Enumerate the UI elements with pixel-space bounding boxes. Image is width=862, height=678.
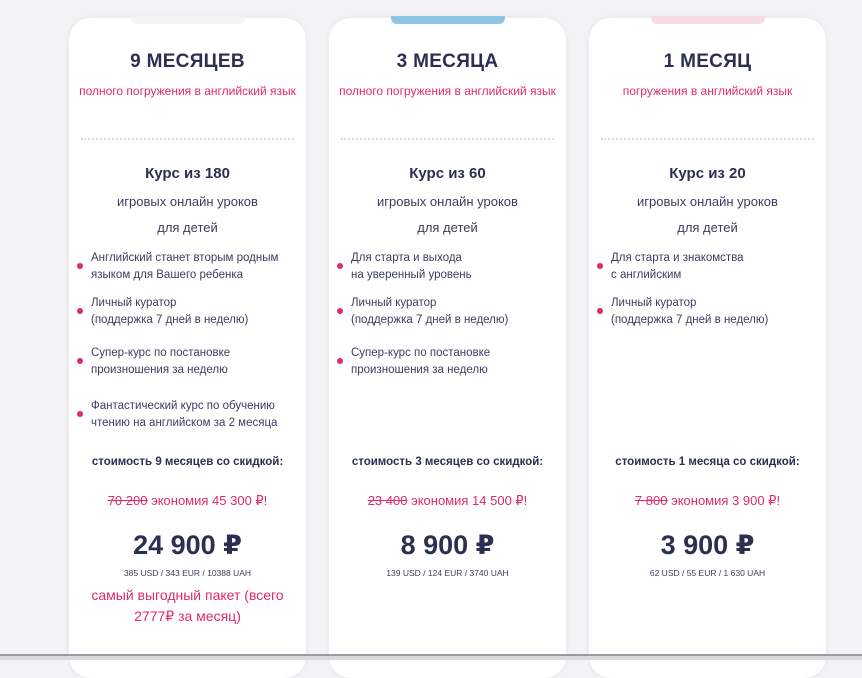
course-audience: для детей: [417, 220, 478, 235]
bullet-dot-icon: [337, 358, 343, 364]
feature-line: Для старта и выхода: [351, 252, 462, 264]
card-top-tab: [131, 16, 245, 24]
savings-text: экономия 14 500 ₽!: [407, 493, 528, 508]
course-description: игровых онлайн уроков: [117, 194, 258, 209]
feature-item: [77, 250, 300, 283]
plan-card-1-month: [589, 18, 826, 678]
old-price: 7 800: [634, 493, 668, 508]
course-audience: для детей: [677, 220, 738, 235]
feature-line: (поддержка 7 дней в неделю): [351, 313, 509, 326]
feature-line: Супер-курс по постановке: [91, 347, 231, 359]
price-label: стоимость 3 месяцев со скидкой:: [351, 456, 544, 468]
feature-item: [337, 295, 560, 328]
course-count: Курс из 180: [145, 165, 230, 182]
current-price: 24 900 ₽: [133, 530, 242, 560]
plan-subtitle: полного погружения в английский язык: [79, 84, 296, 98]
bullet-dot-icon: [77, 358, 83, 364]
best-deal-note: самый выгодный пакет (всего 2777₽ за месяц): [91, 587, 284, 624]
discount-line: [329, 493, 566, 509]
feature-line: Английский станет вторым родным: [91, 252, 279, 264]
savings-text: экономия 45 300 ₽!: [147, 493, 268, 508]
plan-title: 1 МЕСЯЦ: [663, 51, 752, 72]
feature-item: [597, 295, 820, 328]
feature-line: Для старта и знакомства: [611, 252, 744, 264]
dotted-divider: [81, 138, 294, 140]
dotted-divider: [601, 138, 814, 140]
course-audience: для детей: [157, 220, 218, 235]
dotted-divider: [341, 138, 554, 140]
course-count: Курс из 20: [669, 165, 746, 182]
plan-card-3-months: [329, 18, 566, 678]
old-price: 70 200: [107, 493, 148, 508]
bullet-dot-icon: [337, 263, 343, 269]
plan-subtitle: погружения в английский язык: [622, 84, 793, 98]
currency-conversions: 139 USD / 124 EUR / 3740 UAH: [386, 568, 509, 578]
feature-line: Личный куратор: [611, 297, 697, 309]
feature-line: (поддержка 7 дней в неделю): [611, 313, 769, 326]
course-description: игровых онлайн уроков: [637, 194, 778, 209]
card-top-tab: [651, 16, 765, 24]
feature-line: языком для Вашего ребенка: [91, 268, 244, 281]
current-price: 3 900 ₽: [660, 530, 755, 560]
feature-item: [77, 295, 300, 328]
bullet-dot-icon: [337, 308, 343, 314]
feature-line: Фантастический курс по обучению: [91, 400, 275, 412]
bullet-dot-icon: [597, 263, 603, 269]
feature-item: [337, 250, 560, 283]
feature-line: с английским: [611, 268, 682, 281]
bullet-dot-icon: [77, 263, 83, 269]
bullet-dot-icon: [597, 308, 603, 314]
feature-line: чтению на английском за 2 месяца: [91, 416, 278, 429]
course-description: игровых онлайн уроков: [377, 194, 518, 209]
feature-item: [337, 345, 560, 378]
plan-card-9-months: [69, 18, 306, 678]
currency-conversions: 62 USD / 55 EUR / 1 630 UAH: [649, 568, 766, 578]
bullet-dot-icon: [77, 308, 83, 314]
course-count: Курс из 60: [409, 165, 486, 182]
feature-line: (поддержка 7 дней в неделю): [91, 313, 249, 326]
feature-list: [337, 250, 560, 378]
feature-item: [77, 345, 300, 378]
card-top-tab: [391, 16, 505, 24]
old-price: 23 400: [367, 493, 408, 508]
price-label: стоимость 1 месяца со скидкой:: [615, 456, 800, 468]
feature-line: Личный куратор: [91, 297, 177, 309]
feature-line: Супер-курс по постановке: [351, 347, 491, 359]
discount-line: [69, 493, 306, 509]
feature-list: [77, 250, 300, 431]
price-label: стоимость 9 месяцев со скидкой:: [91, 456, 284, 468]
currency-conversions: 385 USD / 343 EUR / 10388 UAH: [123, 568, 252, 578]
feature-item: [597, 250, 820, 283]
bottom-scrollbar[interactable]: [0, 656, 862, 660]
plan-title: 3 МЕСЯЦА: [396, 51, 499, 72]
current-price: 8 900 ₽: [400, 530, 495, 560]
feature-line: Личный куратор: [351, 297, 437, 309]
savings-text: экономия 3 900 ₽!: [667, 493, 781, 508]
bullet-dot-icon: [77, 411, 83, 417]
plan-title: 9 МЕСЯЦЕВ: [130, 51, 245, 72]
discount-line: [589, 493, 826, 509]
feature-line: на уверенный уровень: [351, 268, 472, 281]
feature-line: произношения за неделю: [351, 363, 488, 376]
feature-list: [597, 250, 820, 328]
feature-line: произношения за неделю: [91, 363, 228, 376]
plan-subtitle: полного погружения в английский язык: [339, 84, 556, 98]
feature-item: [77, 398, 300, 431]
